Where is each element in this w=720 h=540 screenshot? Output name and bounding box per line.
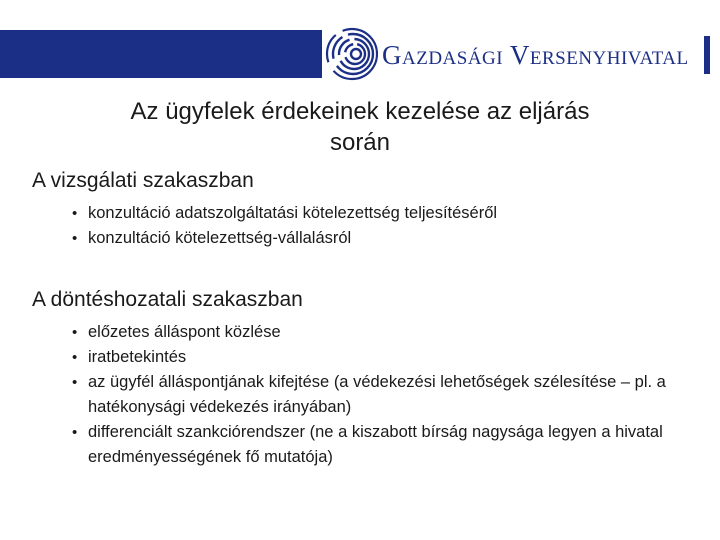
logo-text: Gazdasági Versenyhivatal [382,40,689,70]
bullet-icon: • [72,374,78,391]
list-item [72,226,672,251]
list-item-text: konzultáció adatszolgáltatási kötelezettség teljesítéséről [88,204,498,222]
slide-title-line2: során [329,129,391,156]
bullet-icon: • [72,424,78,441]
section-heading-decision: A döntéshozatali szakaszban [32,288,303,311]
bullet-icon: • [72,324,78,341]
bullet-icon: • [72,349,78,366]
list-item [72,420,672,470]
slide-title [60,96,660,158]
section-heading-investigation: A vizsgálati szakaszban [32,169,254,192]
list-item-text: differenciált szankciórendszer (ne a kiszabott bírság nagysága legyen a hivatal eredményességének fő mutatója) [88,423,663,466]
bullet-list-investigation [72,201,672,251]
bullet-icon: • [72,205,78,222]
agency-logo [322,26,720,82]
concentric-swirl-logo-icon [322,26,378,82]
list-item-text: iratbetekintés [88,348,187,366]
logo-rule [704,36,710,74]
list-item-text: konzultáció kötelezettség-vállalásról [88,229,352,247]
list-item-text: előzetes álláspont közlése [88,323,281,341]
bullet-icon: • [72,230,78,247]
header-band [0,30,325,78]
bullet-list-decision [72,320,672,470]
list-item [72,201,672,226]
list-item [72,370,672,420]
list-item-text: az ügyfél álláspontjának kifejtése (a védekezési lehetőségek szélesítése – pl. a hatékonysági védekezés irányában) [88,373,666,416]
list-item [72,320,672,345]
slide-title-line1: Az ügyfelek érdekeinek kezelése az eljárás [130,98,590,125]
list-item [72,345,672,370]
